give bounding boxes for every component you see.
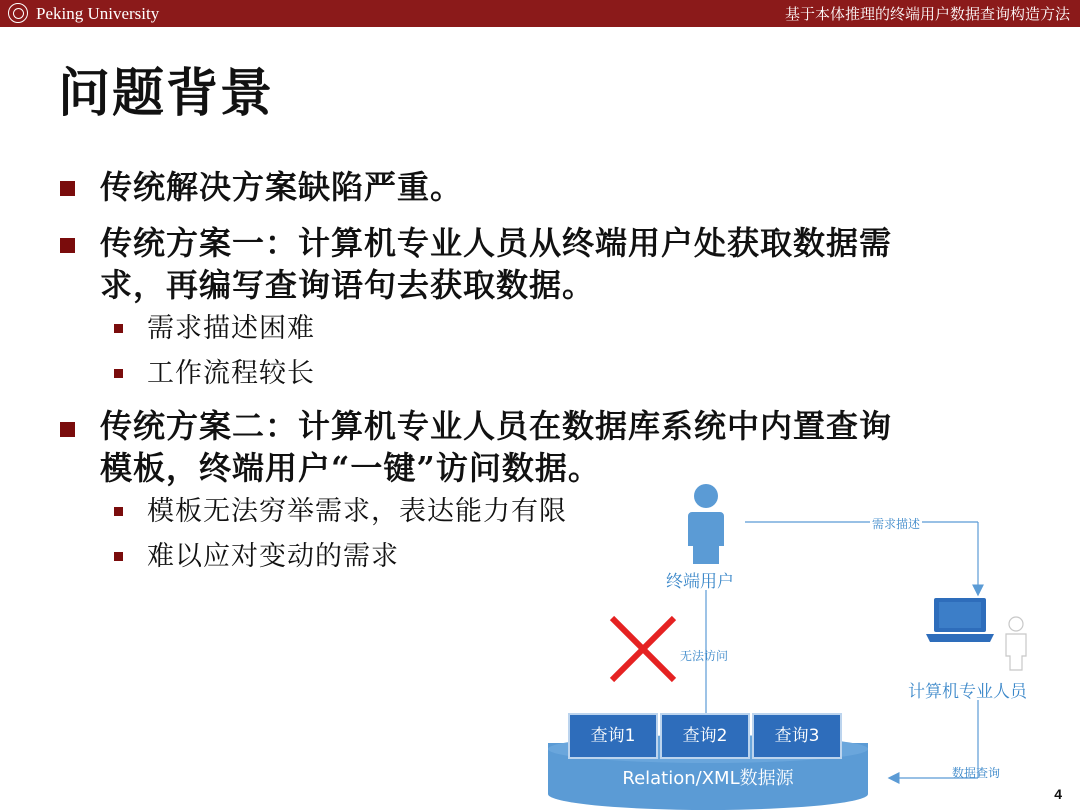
bullet-3-sub1: 模板无法穷举需求，表达能力有限 <box>147 496 567 527</box>
datasource-label: Relation/XML数据源 <box>622 768 794 789</box>
university-name: Peking University <box>36 4 160 23</box>
page-number: 4 <box>1054 786 1062 802</box>
query-box-1: 查询1 <box>568 713 658 759</box>
laptop-icon <box>926 598 994 642</box>
bullet-3-line1: 传统方案二：计算机专业人员在数据库系统中内置查询 <box>100 407 893 445</box>
bullet-3-sub2: 难以应对变动的需求 <box>147 541 399 572</box>
professional-person-icon <box>1006 617 1026 670</box>
end-user-person-icon <box>688 484 724 564</box>
bullet-3-line2: 模板，终端用户“一键”访问数据。 <box>100 449 601 487</box>
bullet-2-sub2: 工作流程较长 <box>147 358 315 389</box>
red-cross-icon <box>612 618 674 680</box>
professional-label: 计算机专业人员 <box>908 682 1027 702</box>
end-user-label: 终端用户 <box>666 572 734 592</box>
query-box-2: 查询2 <box>660 713 750 759</box>
bullet-2-sub1: 需求描述困难 <box>147 313 315 344</box>
bullet-2-line2: 求，再编写查询语句去获取数据。 <box>100 266 596 304</box>
data-query-label: 数据查询 <box>952 766 1001 780</box>
query-box-3: 查询3 <box>752 713 842 759</box>
bullet-2-line1: 传统方案一：计算机专业人员从终端用户处获取数据需 <box>100 224 893 262</box>
bullet-1: 传统解决方案缺陷严重。 <box>100 168 464 206</box>
slide-title: 问题背景 <box>58 63 275 124</box>
req-desc-label: 需求描述 <box>872 517 921 531</box>
no-access-label: 无法访问 <box>680 649 729 663</box>
talk-title: 基于本体推理的终端用户数据查询构造方法 <box>784 5 1070 23</box>
